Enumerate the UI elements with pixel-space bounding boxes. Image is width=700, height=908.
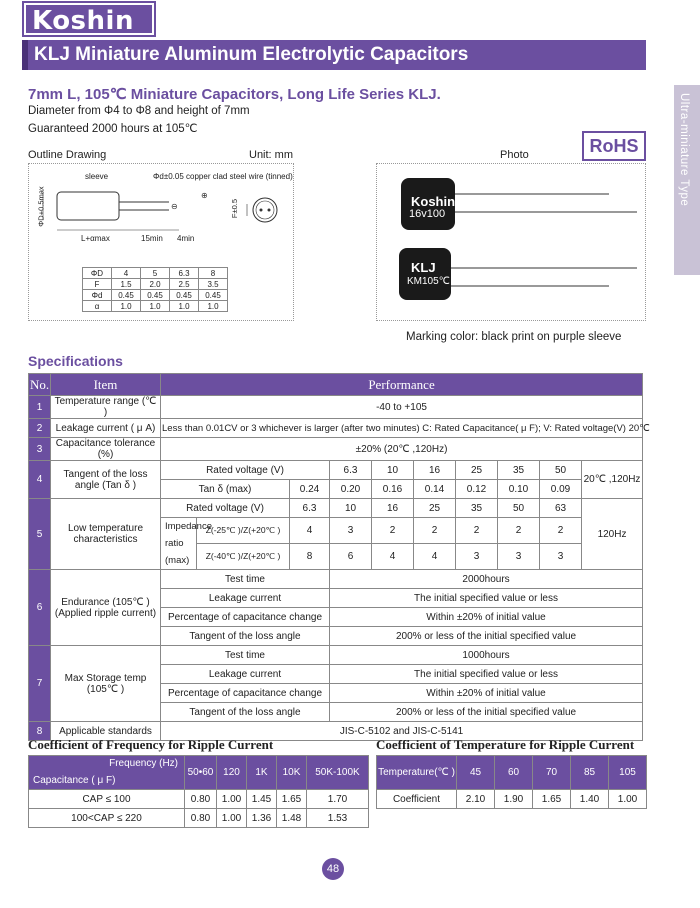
diameter-label: ΦD+0.5max (36, 186, 46, 227)
capacitor-photo-svg (377, 164, 645, 320)
dim-cell: 8 (199, 268, 228, 279)
description-life: Guaranteed 2000 hours at 105℃ (28, 123, 198, 135)
freq-header-row (29, 756, 369, 790)
voltage-cell: 16 (414, 461, 456, 480)
freq-row-2 (29, 809, 369, 828)
temp-header-label: Temperature(℃ ) (377, 756, 457, 790)
specifications-heading: Specifications (28, 353, 123, 369)
freq-cell: 10K (277, 756, 307, 790)
z40-cell: 6 (330, 544, 372, 570)
endurance-param: Test time (161, 570, 330, 589)
voltage-cell: 25 (414, 499, 456, 518)
temp-coef-cell: 1.40 (571, 790, 609, 809)
endurance-value: The initial specified value or less (330, 589, 643, 608)
z40-label: Z(-40℃ )/Z(+20℃ ) (197, 544, 290, 570)
series-subtitle: 7mm L, 105℃ Miniature Capacitors, Long Life Series KLJ. (28, 86, 441, 103)
col-no: No. (29, 374, 51, 396)
lead-15min-label: 15min (141, 234, 163, 243)
cap1-brand: Koshin (411, 194, 456, 209)
dim-cell: 4 (112, 268, 141, 279)
tan-cell: 0.14 (414, 480, 456, 499)
freq-coef-cell: 1.36 (247, 809, 277, 828)
voltage-cell: 50 (540, 461, 582, 480)
sleeve-label: sleeve (85, 172, 109, 181)
freq-cell: 50•60 (185, 756, 217, 790)
endurance-value: Within ±20% of initial value (330, 608, 643, 627)
page-number: 48 (322, 858, 344, 880)
freq-coef-cell: 1.45 (247, 790, 277, 809)
z25-cell: 3 (330, 518, 372, 544)
tan-cell: 0.09 (540, 480, 582, 499)
row-value: JIS-C-5102 and JIS-C-5141 (161, 722, 643, 741)
freq-coef-cell: 0.80 (185, 809, 217, 828)
temp-coef-cell: 1.90 (495, 790, 533, 809)
row-item: Endurance (105℃ ) (Applied ripple current) (51, 570, 161, 646)
dim-cell: 2.5 (170, 279, 199, 290)
row-number: 5 (29, 499, 51, 570)
dim-cell: 0.45 (112, 290, 141, 301)
freq-cell: 50K-100K (307, 756, 369, 790)
row-number: 8 (29, 722, 51, 741)
storage-param: Leakage current (161, 665, 330, 684)
spec-row-temperature (29, 396, 643, 419)
row-number: 3 (29, 438, 51, 461)
temp-coef-heading: Coefficient of Temperature for Ripple Current (376, 737, 635, 752)
col-item: Item (51, 374, 161, 396)
freq-cap-header (29, 756, 185, 790)
temp-coef-cell: 2.10 (457, 790, 495, 809)
temp-cell: 70 (533, 756, 571, 790)
lowtemp-condition: 120Hz (582, 499, 643, 570)
tan-cell: 0.12 (456, 480, 498, 499)
side-tab (674, 85, 700, 275)
voltage-cell: 35 (456, 499, 498, 518)
cap-range: CAP ≤ 100 (29, 790, 185, 809)
dim-cell: 5 (141, 268, 170, 279)
endurance-param: Leakage current (161, 589, 330, 608)
z25-cell: 2 (498, 518, 540, 544)
freq-coef-cell: 1.48 (277, 809, 307, 828)
length-label: L+αmax (81, 234, 110, 243)
tan-condition: 20℃ ,120Hz (582, 461, 643, 499)
row-item: Applicable standards (51, 722, 161, 741)
spec-header-row (29, 374, 643, 396)
freq-cell: 1K (247, 756, 277, 790)
z25-cell: 2 (456, 518, 498, 544)
freq-header-label: Frequency (Hz) (109, 758, 178, 769)
row-item: Capacitance tolerance (%) (51, 438, 161, 461)
tan-cell: 0.24 (290, 480, 330, 499)
rohs-badge: RoHS (582, 131, 646, 161)
row-number: 1 (29, 396, 51, 419)
z40-cell: 4 (414, 544, 456, 570)
dim-row-alpha (83, 301, 228, 312)
z40-cell: 4 (372, 544, 414, 570)
spec-row-endurance-1 (29, 570, 643, 589)
svg-text:⊕: ⊕ (201, 191, 208, 200)
freq-coef-cell: 1.53 (307, 809, 369, 828)
dim-cell: 3.5 (199, 279, 228, 290)
temp-cell: 45 (457, 756, 495, 790)
freq-coef-cell: 1.65 (277, 790, 307, 809)
row-value: Less than 0.01CV or 3 whichever is larger (after two minutes) C: Rated Capacitance( μ F); V: Rated voltage(V) 20℃ (161, 419, 643, 438)
storage-param: Tangent of the loss angle (161, 703, 330, 722)
storage-param: Percentage of capacitance change (161, 684, 330, 703)
z25-cell: 4 (290, 518, 330, 544)
spec-row-storage-1 (29, 646, 643, 665)
storage-value: The initial specified value or less (330, 665, 643, 684)
endurance-param: Tangent of the loss angle (161, 627, 330, 646)
row-item: Tangent of the loss angle (Tan δ ) (51, 461, 161, 499)
spec-row-tan-voltages (29, 461, 643, 480)
storage-param: Test time (161, 646, 330, 665)
z25-cell: 2 (372, 518, 414, 544)
specifications-table (28, 373, 650, 741)
dim-cell: 1.0 (199, 301, 228, 312)
dim-cell: 2.0 (141, 279, 170, 290)
spec-row-tolerance (29, 438, 643, 461)
dim-cell: 0.45 (141, 290, 170, 301)
marking-color-note: Marking color: black print on purple sleeve (406, 331, 622, 343)
cap-range: 100<CAP ≤ 220 (29, 809, 185, 828)
z40-cell: 3 (540, 544, 582, 570)
freq-coef-cell: 0.80 (185, 790, 217, 809)
page-title: KLJ Miniature Aluminum Electrolytic Capacitors (22, 40, 646, 70)
tan-cell: 0.20 (330, 480, 372, 499)
freq-cell: 120 (217, 756, 247, 790)
lead-4min-label: 4min (177, 234, 195, 243)
row-value: ±20% (20℃ ,120Hz) (161, 438, 643, 461)
spec-row-lowtemp-voltages (29, 499, 643, 518)
dim-cell: F (83, 279, 112, 290)
temp-header-row (377, 756, 647, 790)
temp-coef-table (376, 755, 647, 809)
cap1-rating: 16v100 (409, 208, 446, 220)
dim-cell: α (83, 301, 112, 312)
voltage-cell: 6.3 (330, 461, 372, 480)
cap2-series: KLJ (411, 260, 436, 275)
voltage-cell: 10 (330, 499, 372, 518)
tan-cell: 0.10 (498, 480, 540, 499)
row-item: Low temperature characteristics (51, 499, 161, 570)
dim-cell: 1.5 (112, 279, 141, 290)
voltage-cell: 16 (372, 499, 414, 518)
cap2-marking: KM105℃ (407, 276, 450, 287)
brand-logo: Koshin (24, 3, 154, 35)
row-number: 6 (29, 570, 51, 646)
z25-label: Z(-25℃ )/Z(+20℃ ) (197, 518, 290, 544)
freq-coef-cell: 1.70 (307, 790, 369, 809)
freq-coef-table (28, 755, 369, 828)
tan-label: Tan δ (max) (161, 480, 290, 499)
storage-value: 200% or less of the initial specified value (330, 703, 643, 722)
row-number: 2 (29, 419, 51, 438)
dim-cell: 0.45 (199, 290, 228, 301)
row-value: -40 to +105 (161, 396, 643, 419)
z25-cell: 2 (414, 518, 456, 544)
temp-coef-cell: 1.65 (533, 790, 571, 809)
dim-cell: 1.0 (112, 301, 141, 312)
dim-row-diameter (83, 268, 228, 279)
dim-cell: ΦD (83, 268, 112, 279)
temp-coef-row (377, 790, 647, 809)
dim-cell: Φd (83, 290, 112, 301)
temp-cell: 105 (609, 756, 647, 790)
dimension-table (82, 267, 228, 312)
z40-cell: 3 (456, 544, 498, 570)
coefficient-label: Coefficient (377, 790, 457, 809)
row-item: Leakage current ( μ A) (51, 419, 161, 438)
endurance-value: 200% or less of the initial specified value (330, 627, 643, 646)
rated-voltage-label: Rated voltage (V) (161, 461, 330, 480)
z40-cell: 8 (290, 544, 330, 570)
voltage-cell: 6.3 (290, 499, 330, 518)
rated-voltage-label: Rated voltage (V) (161, 499, 290, 518)
voltage-cell: 63 (540, 499, 582, 518)
temp-cell: 85 (571, 756, 609, 790)
dim-cell: 1.0 (170, 301, 199, 312)
storage-value: 1000hours (330, 646, 643, 665)
impedance-label: Impedance ratio (max) (161, 518, 197, 570)
outline-label: Outline Drawing (28, 149, 107, 161)
voltage-cell: 10 (372, 461, 414, 480)
unit-label: Unit: mm (249, 149, 293, 161)
freq-coef-cell: 1.00 (217, 809, 247, 828)
freq-coef-cell: 1.00 (217, 790, 247, 809)
svg-text:⊖: ⊖ (171, 202, 178, 211)
row-number: 4 (29, 461, 51, 499)
dim-row-wire (83, 290, 228, 301)
row-item: Temperature range (℃ ) (51, 396, 161, 419)
endurance-param: Percentage of capacitance change (161, 608, 330, 627)
side-tab-label: Ultra-miniature Type (678, 93, 690, 207)
dim-cell: 1.0 (141, 301, 170, 312)
freq-coef-heading: Coefficient of Frequency for Ripple Current (28, 737, 274, 752)
product-photo (376, 163, 646, 321)
dim-row-pitch (83, 279, 228, 290)
spec-row-leakage (29, 419, 643, 438)
col-performance: Performance (161, 374, 643, 396)
freq-row-1 (29, 790, 369, 809)
dim-cell: 6.3 (170, 268, 199, 279)
photo-label: Photo (500, 149, 529, 161)
dim-cell: 0.45 (170, 290, 199, 301)
voltage-cell: 50 (498, 499, 540, 518)
voltage-cell: 35 (498, 461, 540, 480)
cap-header-label: Capacitance ( μ F) (33, 775, 116, 786)
description-diameter: Diameter from Φ4 to Φ8 and height of 7mm (28, 105, 250, 117)
tan-cell: 0.16 (372, 480, 414, 499)
endurance-value: 2000hours (330, 570, 643, 589)
z25-cell: 2 (540, 518, 582, 544)
temp-coef-cell: 1.00 (609, 790, 647, 809)
wire-label: Φd±0.05 copper clad steel wire (tinned) (153, 172, 293, 181)
z40-cell: 3 (498, 544, 540, 570)
row-item: Max Storage temp (105℃ ) (51, 646, 161, 722)
temp-cell: 60 (495, 756, 533, 790)
storage-value: Within ±20% of initial value (330, 684, 643, 703)
row-number: 7 (29, 646, 51, 722)
pitch-label: F±0.5 (230, 198, 240, 219)
voltage-cell: 25 (456, 461, 498, 480)
